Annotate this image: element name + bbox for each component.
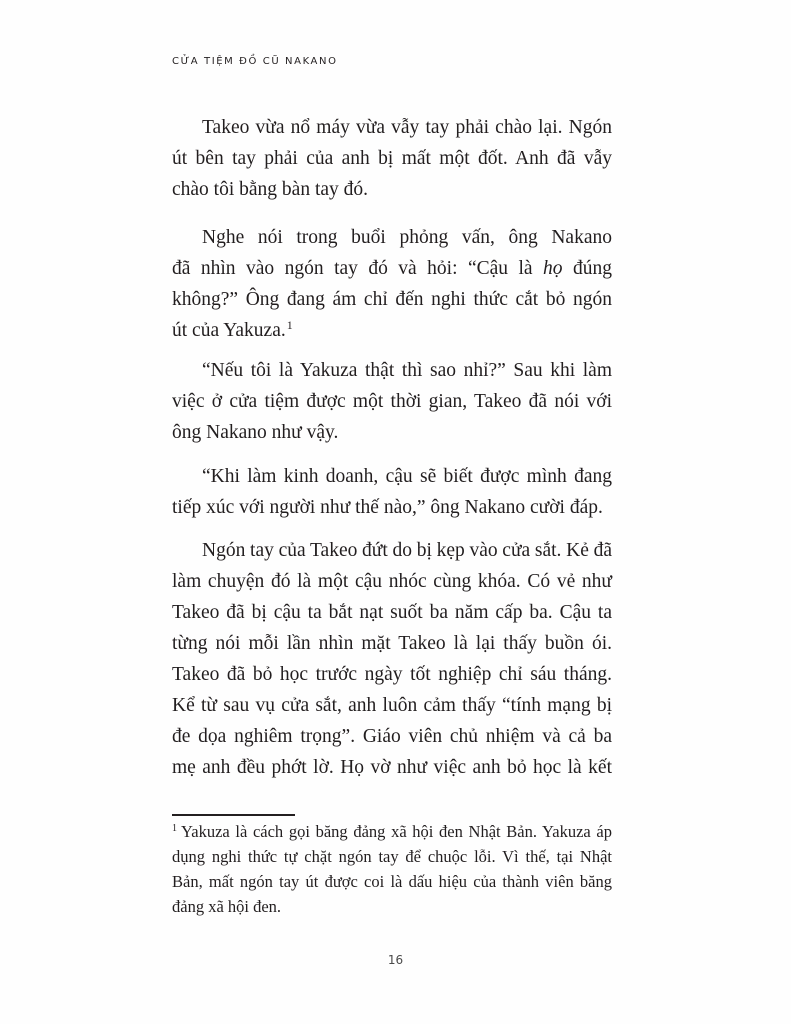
text-line: mẹ anh đều phớt lờ. Họ vờ như việc anh bỏ học là kết (172, 757, 612, 778)
paragraph (172, 112, 612, 205)
text-line: đe dọa nghiêm trọng”. Giáo viên chủ nhiệm và cả ba (172, 726, 612, 747)
text-line: “Khi làm kinh doanh, cậu sẽ biết được mình đang (202, 466, 612, 487)
footnote-rule (172, 814, 295, 816)
text-line: Kể từ sau vụ cửa sắt, anh luôn cảm thấy “tính mạng bị (172, 695, 612, 716)
footnote-line (172, 819, 612, 844)
paragraph (172, 222, 612, 346)
footnote-reference: 1 (286, 318, 293, 332)
footnote-line: Bản, mất ngón tay út được coi là dấu hiệu của thành viên băng (172, 872, 612, 891)
text-line: Takeo đã bị cậu ta bắt nạt suốt ba năm cấp ba. Cậu ta (172, 602, 612, 623)
text-line: Takeo đã bỏ học trước ngày tốt nghiệp chỉ sáu tháng. (172, 664, 612, 685)
text-run: đã nhìn vào ngón tay đó và hỏi: “Cậu là (172, 258, 544, 279)
paragraph (172, 355, 612, 448)
text-run: đúng (562, 258, 613, 279)
text-line: Takeo vừa nổ máy vừa vẫy tay phải chào lại. Ngón (202, 117, 612, 138)
running-head: CỬA TIỆM ĐỒ CŨ NAKANO (172, 56, 338, 67)
text-line (172, 253, 612, 284)
text-line: tiếp xúc với người như thế nào,” ông Nakano cười đáp. (172, 497, 603, 518)
text-line: “Nếu tôi là Yakuza thật thì sao nhỉ?” Sau khi làm (202, 360, 612, 381)
page-number: 16 (387, 953, 404, 967)
footnote-line: đảng xã hội đen. (172, 897, 282, 916)
text-line: út bên tay phải của anh bị mất một đốt. Anh đã vẫy (172, 148, 612, 169)
text-line: Nghe nói trong buổi phỏng vấn, ông Nakano (202, 227, 612, 248)
footnote-marker: 1 (172, 823, 177, 834)
text-line: từng nói mỗi lần nhìn mặt Takeo là lại thấy buồn ói. (172, 633, 612, 654)
paragraph (172, 461, 612, 523)
text-run: út của Yakuza. (172, 320, 286, 341)
footnote (172, 819, 612, 919)
text-line: làm chuyện đó là một cậu nhóc cùng khóa. Có vẻ như (172, 571, 612, 592)
text-line (172, 315, 612, 346)
text-line: việc ở cửa tiệm được một thời gian, Takeo đã nói với (172, 391, 612, 412)
text-run: Yakuza là cách gọi băng đảng xã hội đen Nhật Bản. Yakuza áp (181, 822, 612, 841)
text-line: không?” Ông đang ám chỉ đến nghi thức cắt bỏ ngón (172, 289, 612, 310)
footnote-line: dụng nghi thức tự chặt ngón tay để chuộc lỗi. Vì thế, tại Nhật (172, 847, 612, 866)
text-line: chào tôi bằng bàn tay đó. (172, 179, 369, 200)
body-text (172, 112, 612, 783)
italic-word: họ (543, 258, 563, 279)
text-line: ông Nakano như vậy. (172, 422, 339, 443)
text-line: Ngón tay của Takeo đứt do bị kẹp vào cửa sắt. Kẻ đã (202, 540, 612, 561)
paragraph (172, 535, 612, 783)
